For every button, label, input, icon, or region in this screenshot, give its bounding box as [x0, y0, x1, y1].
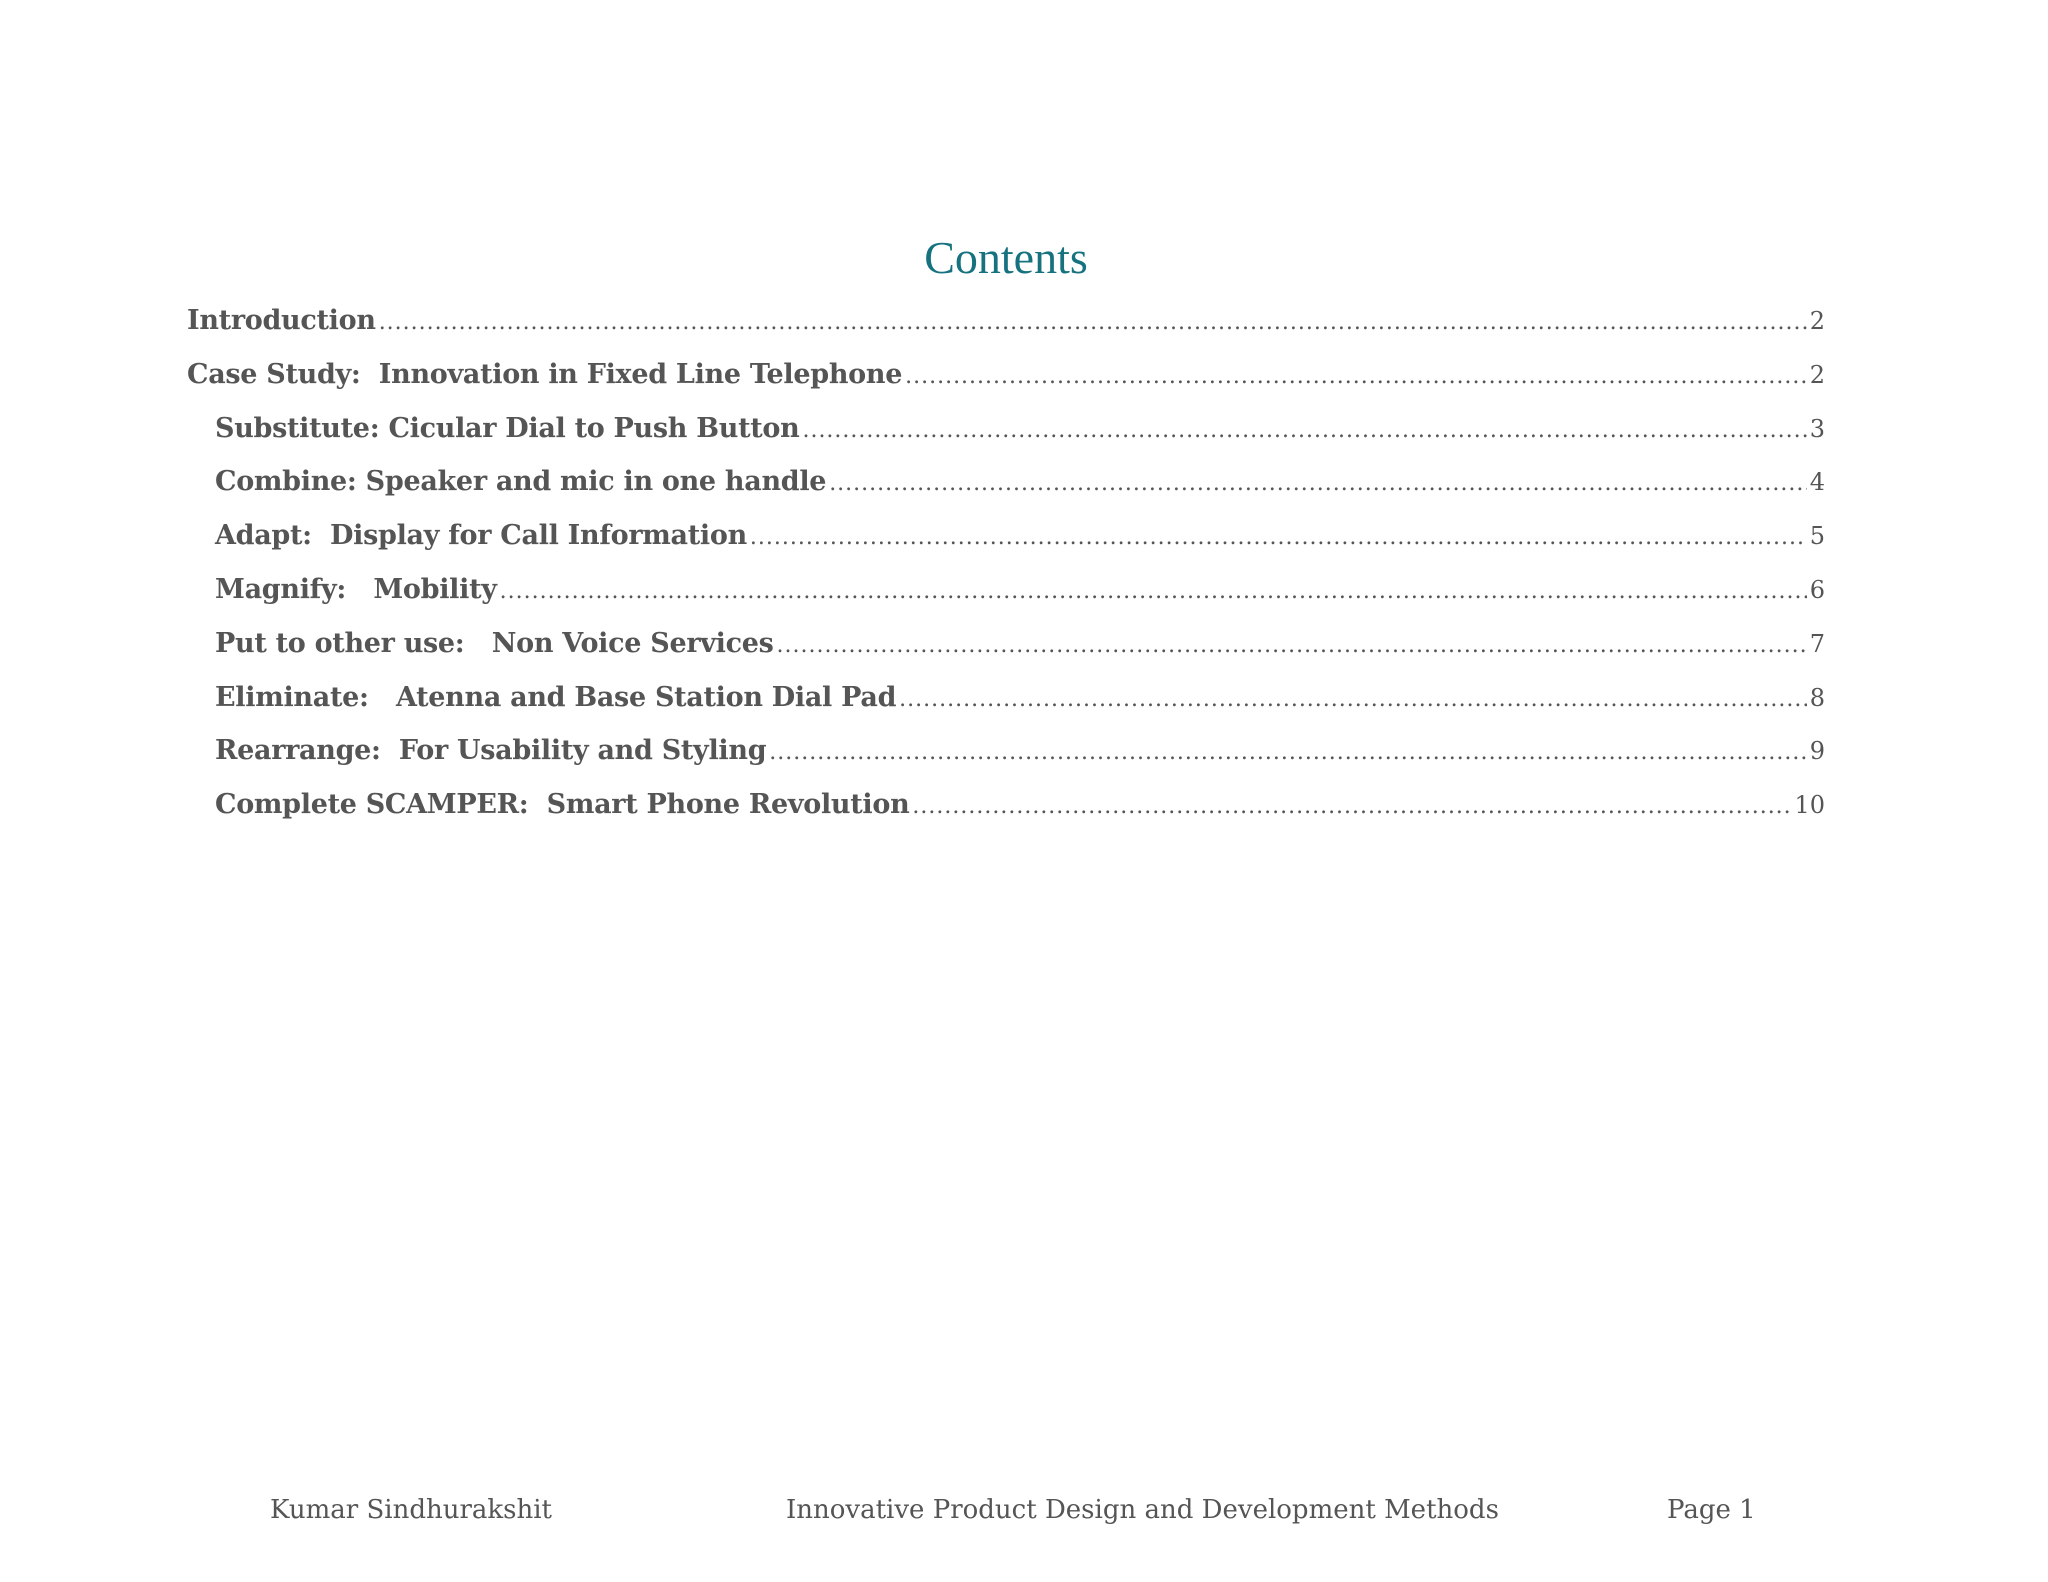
toc-entry-page-number: 3	[1809, 414, 1825, 443]
toc-entry-label: Magnify: Mobility	[215, 573, 497, 605]
toc-entry-label: Eliminate: Atenna and Base Station Dial Pad	[215, 681, 897, 713]
footer-author: Kumar Sindhurakshit	[270, 1495, 552, 1525]
toc-entry-rearrange[interactable]	[187, 726, 1825, 780]
footer-page-number: Page 1	[1667, 1495, 1756, 1525]
table-of-contents	[187, 296, 1825, 834]
toc-dot-leader	[500, 567, 1807, 617]
toc-entry-page-number: 5	[1809, 522, 1825, 551]
toc-entry-introduction[interactable]	[187, 296, 1825, 350]
toc-entry-put-to-other-use[interactable]	[187, 619, 1825, 673]
toc-dot-leader	[769, 728, 1806, 778]
toc-entry-page-number: 2	[1809, 307, 1825, 335]
toc-entry-magnify[interactable]	[187, 565, 1825, 619]
toc-entry-page-number: 4	[1809, 468, 1825, 497]
toc-title: Contents	[924, 232, 1088, 283]
toc-dot-leader	[912, 782, 1791, 832]
toc-entry-label: Substitute: Cicular Dial to Push Button	[215, 412, 800, 444]
toc-entry-label: Put to other use: Non Voice Services	[215, 627, 774, 659]
toc-entry-adapt[interactable]	[187, 511, 1825, 565]
toc-entry-page-number: 7	[1809, 629, 1825, 658]
toc-entry-label: Combine: Speaker and mic in one handle	[215, 466, 827, 498]
toc-entry-complete-scamper[interactable]	[187, 780, 1825, 834]
toc-entry-case-study[interactable]	[187, 350, 1825, 404]
toc-entry-page-number: 8	[1809, 683, 1825, 712]
toc-entry-label: Case Study: Innovation in Fixed Line Telephone	[187, 358, 903, 390]
toc-dot-leader	[899, 675, 1807, 725]
toc-dot-leader	[802, 406, 1806, 456]
toc-entry-page-number: 9	[1809, 737, 1825, 766]
toc-entry-eliminate[interactable]	[187, 673, 1825, 727]
toc-dot-leader	[750, 513, 1807, 563]
footer-course-title: Innovative Product Design and Development Methods	[786, 1495, 1499, 1525]
toc-entry-label: Adapt: Display for Call Information	[215, 520, 747, 552]
toc-entry-label: Rearrange: For Usability and Styling	[215, 735, 767, 767]
toc-entry-substitute[interactable]	[187, 404, 1825, 458]
toc-dot-leader	[777, 621, 1807, 671]
toc-entry-page-number: 6	[1809, 575, 1825, 604]
toc-dot-leader	[379, 298, 1807, 348]
toc-entry-page-number: 2	[1809, 360, 1825, 389]
toc-dot-leader	[905, 352, 1807, 402]
toc-entry-page-number: 10	[1794, 791, 1825, 820]
toc-entry-label: Introduction	[187, 305, 376, 336]
page-footer	[0, 1490, 2048, 1530]
toc-dot-leader	[829, 459, 1807, 509]
toc-entry-combine[interactable]	[187, 457, 1825, 511]
toc-entry-label: Complete SCAMPER: Smart Phone Revolution	[215, 789, 910, 821]
